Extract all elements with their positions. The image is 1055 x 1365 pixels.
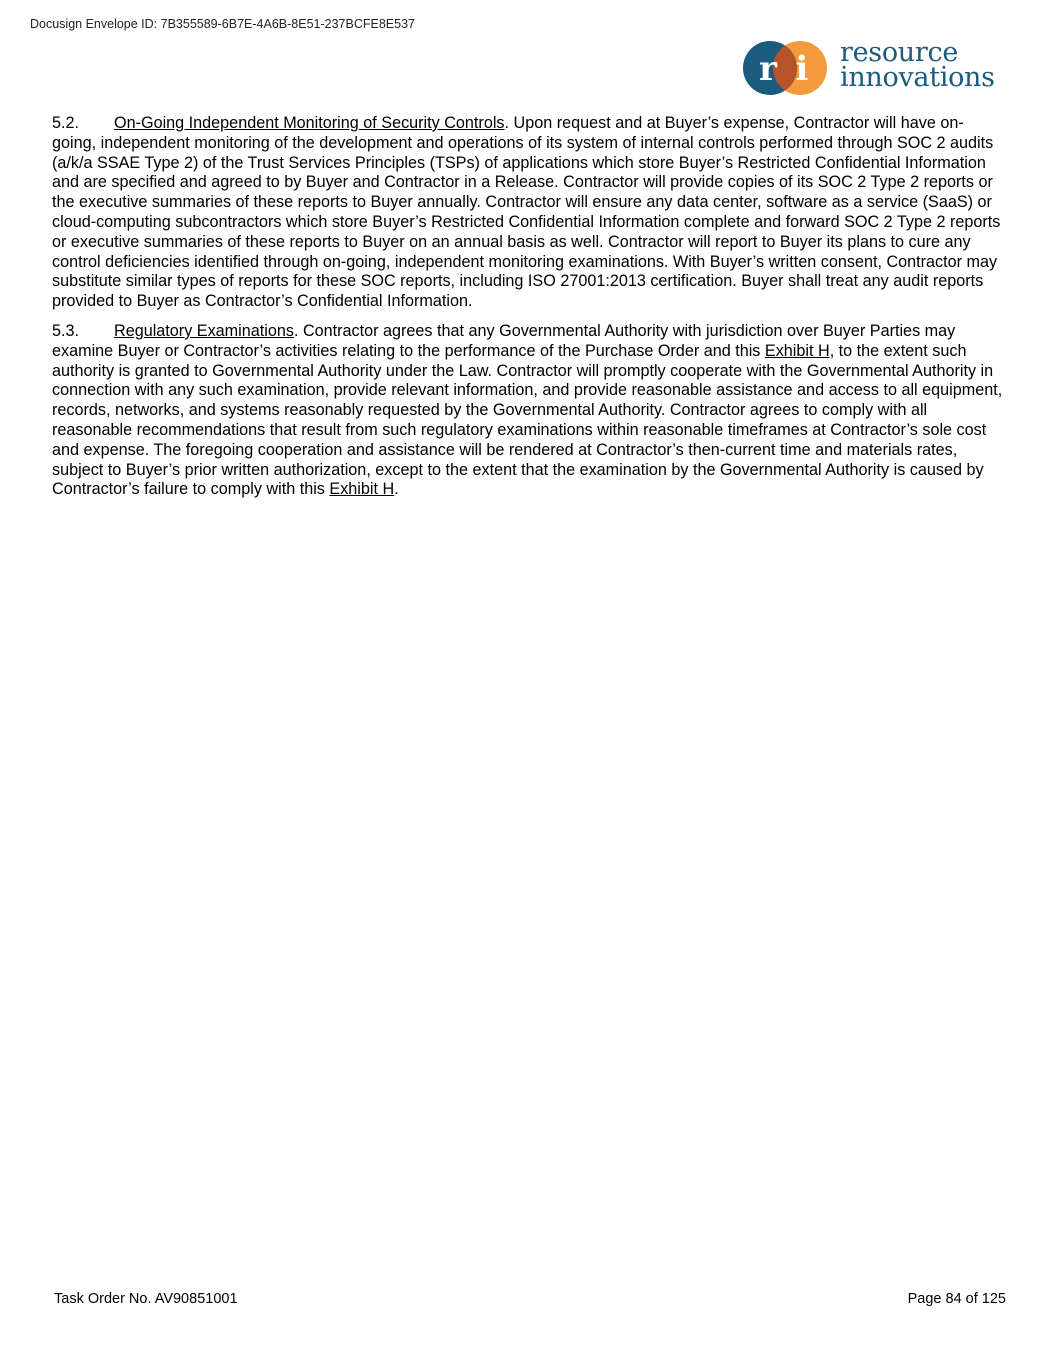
footer-page-number: Page 84 of 125 [907, 1291, 1006, 1307]
envelope-id: Docusign Envelope ID: 7B355589-6B7E-4A6B-8E51-237BCFE8E537 [30, 17, 415, 31]
section-body: . Contractor agrees that any Governmental Authority with jurisdiction over Buyer Parties may examine Buyer or Contractor’s activities relating to the performance of the Purchase Order and this [52, 321, 956, 360]
svg-text:r: r [759, 49, 777, 89]
exhibit-h-reference: Exhibit H [329, 480, 395, 499]
ri-logo-mark-icon [740, 40, 835, 98]
section-5-2 [52, 114, 1007, 312]
logo-wordmark [840, 37, 995, 93]
section-heading: Regulatory Examinations [114, 321, 294, 340]
exhibit-h-reference: Exhibit H [764, 341, 830, 360]
section-body: , to the extent such authority is granted to Governmental Authority under the Law. Contractor will promptly cooperate with the Governmental Authority in connection with any such examination, provide relevant information, and provide reasonable assistance and access to all equipment, records, networks, and systems reasonably requested by the Governmental Authority. Contractor agrees to comply with all reasonable recommendations that result from such regulatory examinations within reasonable timeframes at Contractor’s sole cost and expense. The foregoing cooperation and assistance will be rendered at Contractor’s then-current time and materials rates, subject to Buyer’s prior written authorization, except to the extent that the examination by the Governmental Authority is caused by Contractor’s failure to comply with this [52, 341, 1003, 499]
footer-task-order: Task Order No. AV90851001 [54, 1291, 238, 1307]
svg-text:i: i [795, 49, 809, 89]
section-heading: On-Going Independent Monitoring of Security Controls [114, 114, 505, 132]
section-number: 5.2. [52, 114, 80, 132]
section-5-3 [52, 322, 1007, 500]
section-body: . Upon request and at Buyer’s expense, Contractor will have on-going, independent monitoring of the development and operations of its system of internal controls performed through SOC 2 audits (a/k/a SSAE Type 2) of the Trust Services Principles (TSPs) of applications which store Buyer’s Restricted Confidential Information and are specified and agreed to by Buyer and Contractor in a Release. Contractor will provide copies of its SOC 2 Type 2 reports or the executive summaries of these reports to Buyer annually. Contractor will ensure any data center, software as a service (SaaS) or cloud-computing subcontractors which store Buyer’s Restricted Confidential Information complete and forward SOC 2 Type 2 reports or executive summaries of these reports to Buyer on an annual basis as well. Contractor will report to Buyer its plans to cure any control deficiencies identified through on-going, independent monitoring examinations. With Buyer’s written consent, Contractor may substitute similar types of reports for these SOC reports, including ISO 27001:2013 certification. Buyer shall treat any audit reports provided to Buyer as Contractor’s Confidential Information. [52, 114, 1001, 311]
section-number: 5.3. [52, 321, 80, 340]
logo-word-innovations: innovations [840, 62, 995, 93]
company-logo [740, 37, 1015, 98]
document-body [52, 114, 1007, 510]
logo-word-resource: resource [840, 37, 958, 68]
section-body: . [394, 480, 399, 499]
